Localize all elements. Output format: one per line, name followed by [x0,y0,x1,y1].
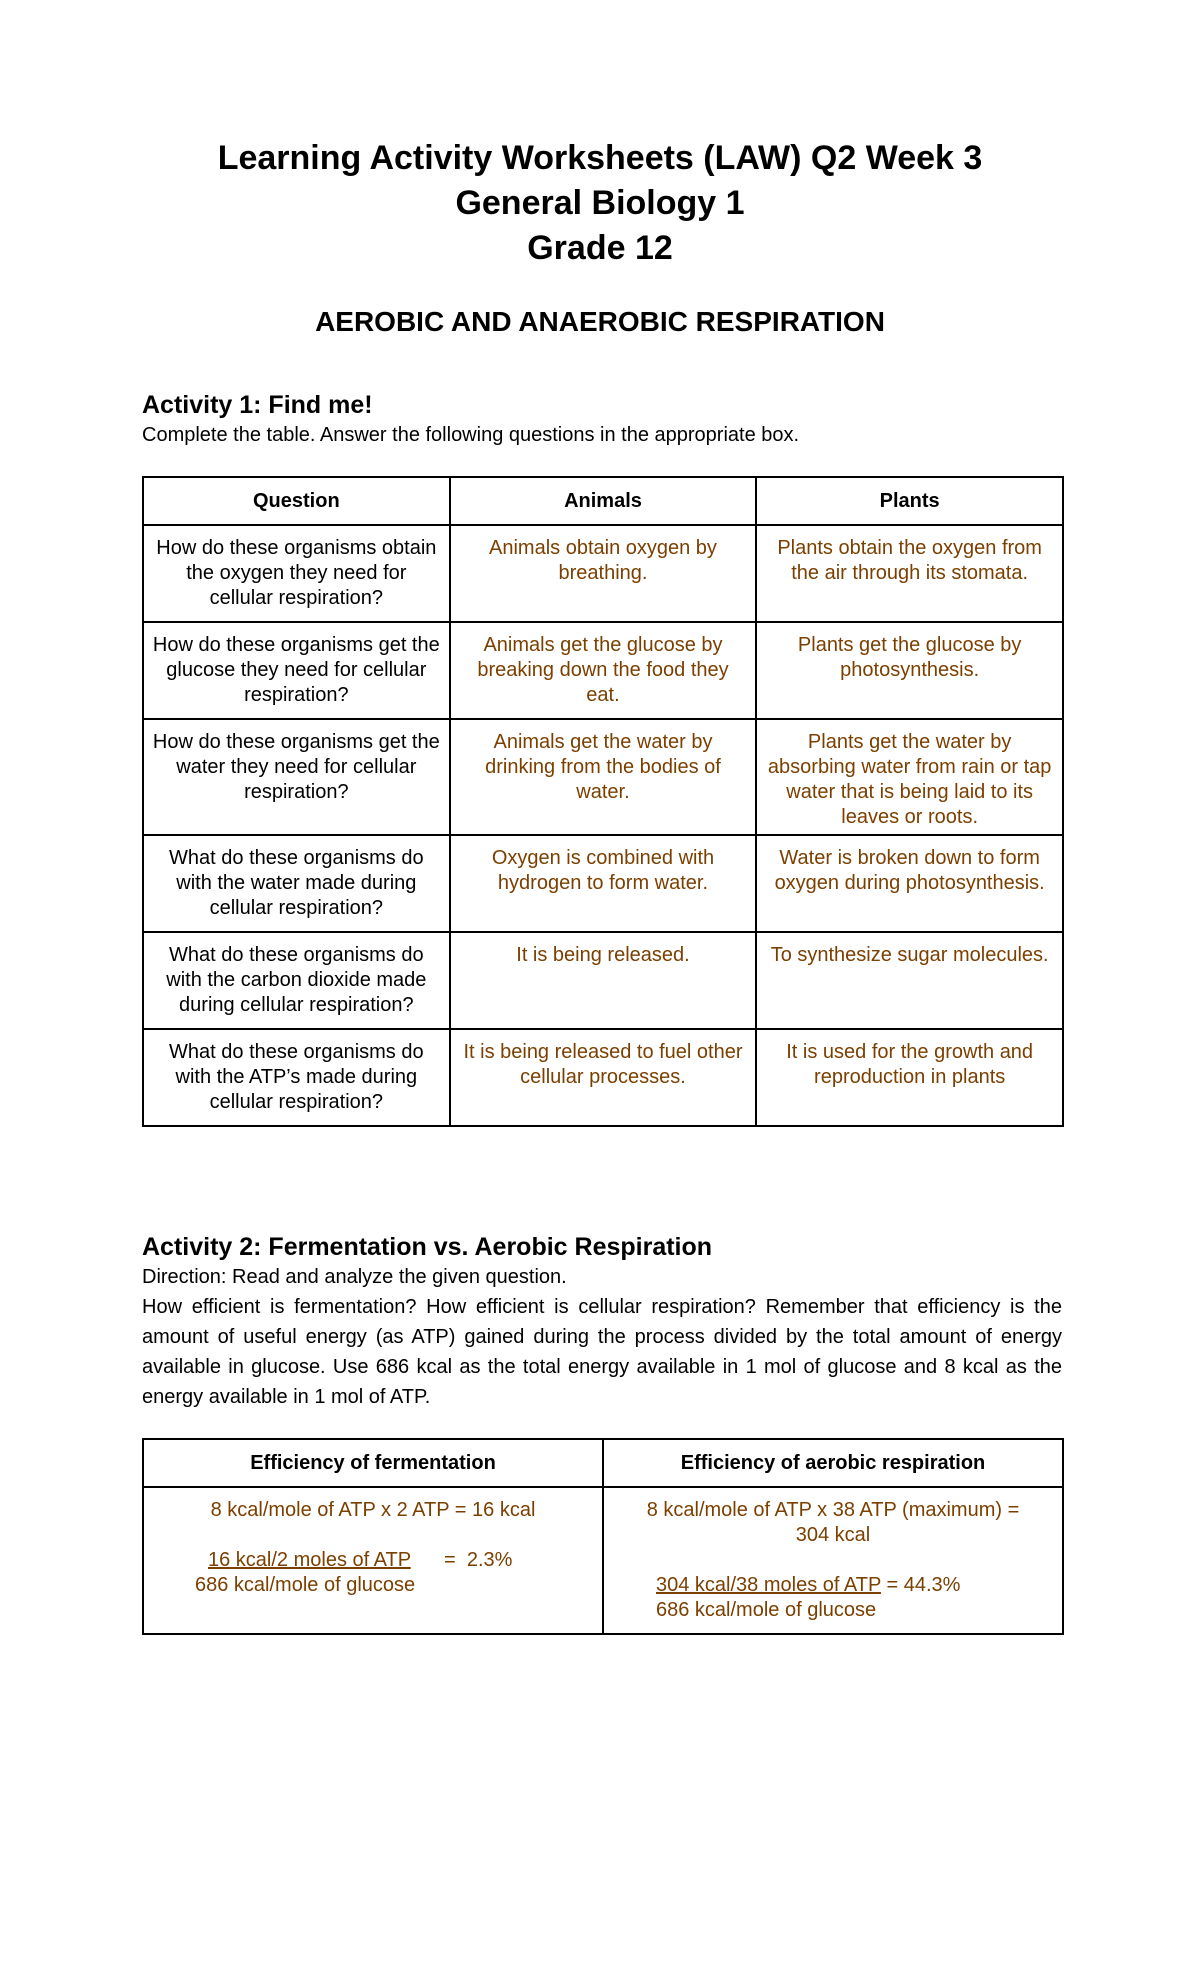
plants-answer-cell: Plants obtain the oxygen from the air through its stomata. [756,525,1063,622]
animals-answer-cell: Oxygen is combined with hydrogen to form water. [450,835,757,932]
question-cell: What do these organisms do with the water made during cellular respiration? [143,835,450,932]
table-row [143,932,1063,1029]
column-header-animals: Animals [450,477,757,525]
animals-answer-cell: It is being released to fuel other cellular processes. [450,1029,757,1126]
question-cell: What do these organisms do with the ATP’s made during cellular respiration? [143,1029,450,1126]
plants-answer-cell: Water is broken down to form oxygen during photosynthesis. [756,835,1063,932]
title-block [0,136,1200,271]
aerobic-result: = 44.3% [880,1574,961,1596]
aerobic-denominator: 686 kcal/mole of glucose [656,1599,877,1621]
activity1-table [142,476,1064,1127]
table-row [143,525,1063,622]
title-line-3: Grade 12 [527,229,673,267]
question-cell: How do these organisms obtain the oxygen they need for cellular respiration? [143,525,450,622]
fermentation-numerator: 16 kcal/2 moles of ATP [208,1549,411,1571]
aerobic-numerator: 304 kcal/38 moles of ATP [656,1574,881,1596]
question-cell: What do these organisms do with the carbon dioxide made during cellular respiration? [143,932,450,1029]
animals-answer-cell: Animals get the water by drinking from the bodies of water. [450,719,757,835]
spacer [152,1523,594,1548]
aerobic-calc-line: 8 kcal/mole of ATP x 38 ATP (maximum) = [646,1499,1020,1521]
fermentation-calc-line: 8 kcal/mole of ATP x 2 ATP = 16 kcal [210,1499,536,1521]
table-header-row [143,1439,1063,1487]
table-row [143,1029,1063,1126]
title-line-1: Learning Activity Worksheets (LAW) Q2 Week 3 [217,139,983,177]
plants-answer-cell: Plants get the glucose by photosynthesis. [756,622,1063,719]
table-row [143,1487,1063,1634]
aerobic-calc-line-2: 304 kcal [795,1524,871,1546]
plants-answer-cell: To synthesize sugar molecules. [756,932,1063,1029]
activity2-direction: Direction: Read and analyze the given question. [142,1266,567,1288]
aerobic-fraction-line [612,1573,1054,1598]
column-header-aerobic: Efficiency of aerobic respiration [603,1439,1063,1487]
activity2-heading: Activity 2: Fermentation vs. Aerobic Respiration [142,1233,713,1261]
spacer [612,1548,1054,1573]
fermentation-result: = 2.3% [444,1549,513,1571]
fermentation-efficiency-cell [143,1487,603,1634]
topic-heading: AEROBIC AND ANAEROBIC RESPIRATION [315,306,885,337]
animals-answer-cell: Animals obtain oxygen by breathing. [450,525,757,622]
title-line-2: General Biology 1 [455,184,745,222]
column-header-plants: Plants [756,477,1063,525]
table-header-row [143,477,1063,525]
activity1-instruction: Complete the table. Answer the following questions in the appropriate box. [142,424,800,446]
table-row [143,622,1063,719]
column-header-fermentation: Efficiency of fermentation [143,1439,603,1487]
question-cell: How do these organisms get the glucose they need for cellular respiration? [143,622,450,719]
question-cell: How do these organisms get the water they need for cellular respiration? [143,719,450,835]
fermentation-denominator: 686 kcal/mole of glucose [195,1574,416,1596]
plants-answer-cell: Plants get the water by absorbing water from rain or tap water that is being laid to its leaves or roots. [756,719,1063,835]
activity2-paragraph: How efficient is fermentation? How efficient is cellular respiration? Remember that efficiency is the amount of useful energy (as ATP) gained during the process divided by the total amount of energy available in glucose. Use 686 kcal as the total energy available in 1 mol of glucose and 8 kcal as the energy available in 1 mol of ATP. [142,1296,1062,1408]
activity2-table [142,1438,1064,1635]
fermentation-fraction-line [152,1548,594,1573]
animals-answer-cell: Animals get the glucose by breaking down the food they eat. [450,622,757,719]
plants-answer-cell: It is used for the growth and reproduction in plants [756,1029,1063,1126]
table-row [143,719,1063,835]
activity1-heading: Activity 1: Find me! [142,391,373,419]
aerobic-efficiency-cell [603,1487,1063,1634]
animals-answer-cell: It is being released. [450,932,757,1029]
fermentation-result-spacer [411,1549,444,1571]
table-row [143,835,1063,932]
column-header-question: Question [143,477,450,525]
